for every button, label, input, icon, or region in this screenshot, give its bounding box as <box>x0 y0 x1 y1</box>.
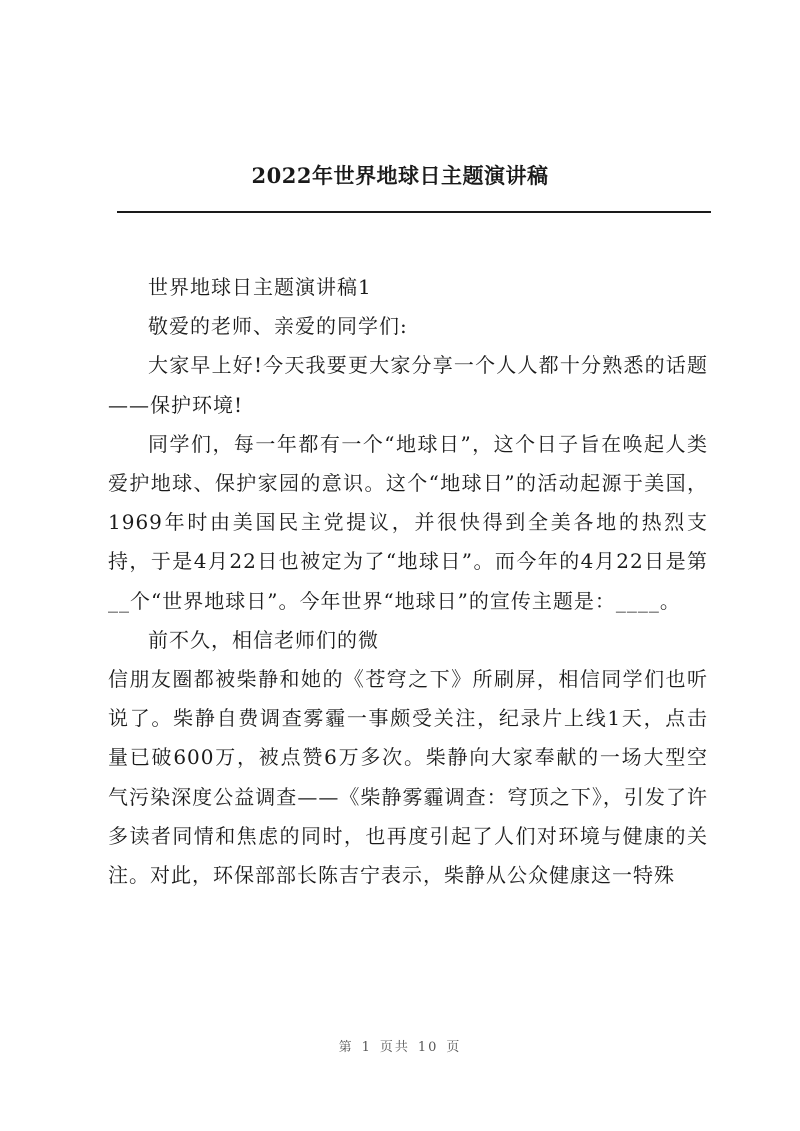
title-underline <box>117 211 711 213</box>
paragraph-chai-jing: 信朋友圈都被柴静和她的《苍穹之下》所刷屏，相信同学们也听说了。柴静自费调查雾霾一事颇受关注，纪录片上线1天，点击量已破600万，被点赞6万多次。柴静向大家奉献的一场大型空气污染深度公益调查——《柴静雾霾调查：穹顶之下》，引发了许多读者同情和焦虑的同时，也再度引起了人们对环境与健康的关注。对此，环保部部长陈吉宁表示，柴静从公众健康这一特殊 <box>108 667 708 888</box>
document-body <box>108 268 708 895</box>
document-title: 2022年世界地球日主题演讲稿 <box>251 163 549 188</box>
footer-total-pages: 10 <box>417 1040 439 1055</box>
page-footer <box>0 1036 800 1055</box>
paragraph-salutation: 敬爱的老师、亲爱的同学们: <box>148 314 408 339</box>
paragraph-earth-day-origin: 同学们，每一年都有一个“地球日”，这个日子旨在唤起人类爱护地球、保护家园的意识。这个“地球日”的活动起源于美国，1969年时由美国民主党提议，并很快得到全美各地的热烈支持，于是4月22日也被定为了“地球日”。而今年的4月22日是第__个“世界地球日”。今年世界“地球日”的宣传主题是：____。 <box>108 431 708 613</box>
footer-pages-suffix: 页 <box>446 1040 462 1055</box>
paragraph-wechat-intro: 前不久，相信老师们的微 <box>148 627 379 652</box>
footer-of-label: 页共 <box>379 1040 410 1055</box>
paragraph-heading: 世界地球日主题演讲稿1 <box>148 275 372 299</box>
footer-page-label: 第 <box>338 1040 354 1055</box>
footer-page-number: 1 <box>361 1040 372 1055</box>
paragraph-greeting: 大家早上好!今天我要更大家分享一个人人都十分熟悉的话题——保护环境! <box>108 353 708 417</box>
